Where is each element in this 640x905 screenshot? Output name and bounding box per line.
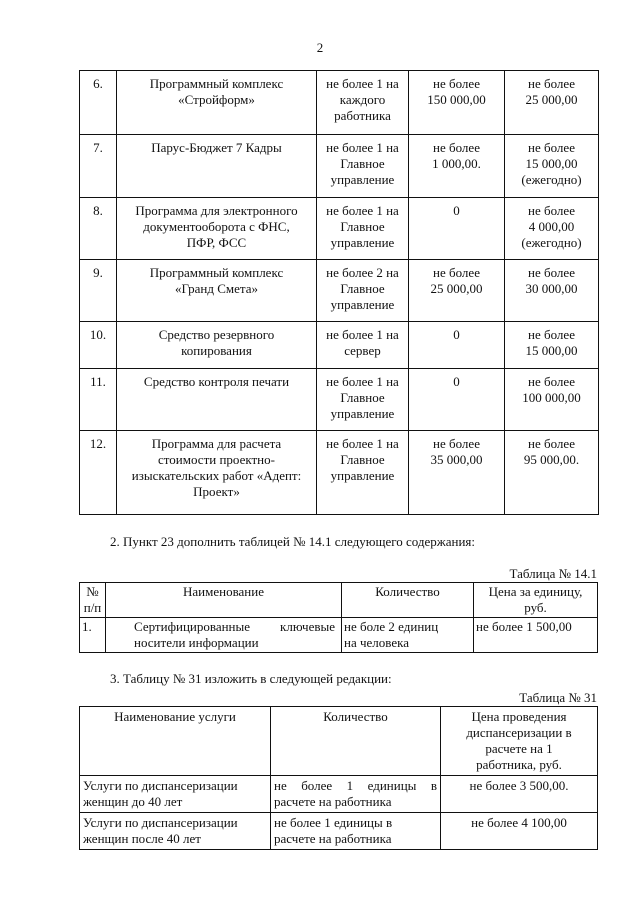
cell-line: стоимости проектно- bbox=[158, 452, 275, 467]
cell-line: копирования bbox=[181, 343, 252, 358]
cell-line: не более bbox=[433, 140, 480, 155]
row-annual-price bbox=[505, 431, 599, 515]
table-14-1-caption: Таблица № 14.1 bbox=[509, 566, 597, 581]
row-num: 10. bbox=[80, 322, 117, 369]
cell-line: 0 bbox=[453, 327, 460, 342]
cell-line: 1 000,00. bbox=[432, 156, 481, 171]
cell-line: Главное bbox=[340, 452, 385, 467]
row-num: 9. bbox=[80, 260, 117, 322]
row-price: не более 1 500,00 bbox=[474, 618, 598, 653]
cell-line: Программный комплекс bbox=[149, 76, 284, 91]
row-service bbox=[80, 776, 271, 813]
page-number: 2 bbox=[316, 40, 324, 55]
cell-line: не более bbox=[433, 76, 480, 91]
header-line: Наименование услуги bbox=[114, 709, 236, 724]
col-num-header bbox=[80, 583, 106, 618]
cell-line: работника bbox=[334, 108, 391, 123]
table-row bbox=[80, 618, 598, 653]
header-line: Количество bbox=[323, 709, 388, 724]
cell-line: не более 1 на bbox=[326, 327, 399, 342]
row-price bbox=[409, 431, 505, 515]
cell-line: сервер bbox=[344, 343, 381, 358]
cell-line: не более bbox=[433, 265, 480, 280]
cell-line: изыскательских работ «Адепт: bbox=[131, 468, 302, 483]
paragraph-3: 3. Таблицу № 31 изложить в следующей редакции: bbox=[110, 671, 392, 686]
row-qty bbox=[317, 260, 409, 322]
cell-line: 100 000,00 bbox=[522, 390, 581, 405]
cell-line: 0 bbox=[453, 374, 460, 389]
cell-line: Средство контроля печати bbox=[143, 374, 290, 389]
table-header-row bbox=[80, 707, 598, 776]
row-annual-price bbox=[505, 198, 599, 260]
row-service bbox=[80, 813, 271, 850]
row-price bbox=[409, 322, 505, 369]
cell-line: Проект» bbox=[193, 484, 240, 499]
cell-line: 95 000,00. bbox=[523, 452, 580, 467]
row-price: не более 3 500,00. bbox=[441, 776, 598, 813]
cell-line: (ежегодно) bbox=[521, 172, 582, 187]
service-line: Услуги по диспансеризации bbox=[83, 778, 238, 793]
row-qty bbox=[317, 71, 409, 135]
row-qty bbox=[317, 322, 409, 369]
header-line: руб. bbox=[524, 600, 547, 615]
service-line: Услуги по диспансеризации bbox=[83, 815, 238, 830]
qty-line: не более 1 единицы в bbox=[274, 778, 437, 793]
name-word: Сертифицированные bbox=[134, 619, 251, 634]
row-annual-price bbox=[505, 260, 599, 322]
cell-line: не более bbox=[528, 76, 575, 91]
table-row bbox=[80, 776, 598, 813]
cell-line: «Гранд Смета» bbox=[174, 281, 259, 296]
row-name bbox=[117, 260, 317, 322]
row-qty bbox=[342, 618, 474, 653]
cell-line: Главное bbox=[340, 281, 385, 296]
table-header-row bbox=[80, 583, 598, 618]
col-qty-header bbox=[342, 583, 474, 618]
row-num: 11. bbox=[80, 369, 117, 431]
cell-line: не более 1 на bbox=[326, 140, 399, 155]
cell-line: 15 000,00 bbox=[525, 156, 578, 171]
col-service-header bbox=[80, 707, 271, 776]
row-name bbox=[117, 322, 317, 369]
row-num: 12. bbox=[80, 431, 117, 515]
cell-line: управление bbox=[330, 406, 395, 421]
cell-line: ПФР, ФСС bbox=[186, 235, 247, 250]
cell-line: не более bbox=[528, 140, 575, 155]
row-qty bbox=[271, 813, 441, 850]
row-annual-price bbox=[505, 71, 599, 135]
cell-line: Программа для расчета bbox=[151, 436, 282, 451]
row-annual-price bbox=[505, 135, 599, 198]
cell-line: 30 000,00 bbox=[525, 281, 578, 296]
cell-line: 0 bbox=[453, 203, 460, 218]
cell-line: каждого bbox=[339, 92, 386, 107]
row-price: не более 4 100,00 bbox=[441, 813, 598, 850]
cell-line: Главное bbox=[340, 156, 385, 171]
row-num: 1. bbox=[80, 618, 106, 653]
cell-line: не более 2 на bbox=[326, 265, 399, 280]
cell-line: управление bbox=[330, 297, 395, 312]
header-line: диспансеризации в bbox=[466, 725, 572, 740]
row-qty bbox=[317, 369, 409, 431]
header-line: Цена проведения bbox=[471, 709, 567, 724]
service-line: женщин после 40 лет bbox=[83, 831, 201, 846]
cell-line: Главное bbox=[340, 219, 385, 234]
row-price bbox=[409, 71, 505, 135]
qty-line: на человека bbox=[344, 635, 409, 650]
table-row bbox=[80, 135, 599, 198]
table-row bbox=[80, 260, 599, 322]
cell-line: управление bbox=[330, 172, 395, 187]
qty-line: не боле 2 единиц bbox=[344, 619, 439, 634]
cell-line: не более bbox=[528, 203, 575, 218]
name-word: ключевые bbox=[280, 619, 335, 634]
cell-line: не более bbox=[528, 327, 575, 342]
cell-line: не более 1 на bbox=[326, 436, 399, 451]
row-num: 8. bbox=[80, 198, 117, 260]
row-name bbox=[117, 198, 317, 260]
cell-line: Главное bbox=[340, 390, 385, 405]
table-31 bbox=[79, 706, 598, 850]
table-row bbox=[80, 813, 598, 850]
qty-line: расчете на работника bbox=[274, 794, 392, 809]
row-qty bbox=[271, 776, 441, 813]
cell-line: «Стройформ» bbox=[178, 92, 255, 107]
paragraph-2: 2. Пункт 23 дополнить таблицей № 14.1 следующего содержания: bbox=[110, 534, 476, 549]
row-price bbox=[409, 260, 505, 322]
cell-line: не более 1 на bbox=[326, 203, 399, 218]
table-31-caption: Таблица № 31 bbox=[519, 690, 597, 705]
row-annual-price bbox=[505, 369, 599, 431]
header-line: расчете на 1 bbox=[485, 741, 553, 756]
cell-line: управление bbox=[330, 235, 395, 250]
col-price-header bbox=[474, 583, 598, 618]
qty-line: расчете на работника bbox=[274, 831, 392, 846]
header-line: Наименование bbox=[183, 584, 264, 599]
cell-line: (ежегодно) bbox=[521, 235, 582, 250]
cell-line: 4 000,00 bbox=[528, 219, 575, 234]
cell-line: не более 1 на bbox=[326, 76, 399, 91]
header-line: п/п bbox=[83, 600, 102, 615]
table-14-1 bbox=[79, 582, 598, 653]
cell-line: Парус-Бюджет 7 Кадры bbox=[151, 140, 282, 155]
service-line: женщин до 40 лет bbox=[83, 794, 183, 809]
col-name-header bbox=[106, 583, 342, 618]
cell-line: управление bbox=[330, 468, 395, 483]
cell-line: 25 000,00 bbox=[525, 92, 578, 107]
col-price-header bbox=[441, 707, 598, 776]
header-line: Количество bbox=[375, 584, 440, 599]
cell-line: Программный комплекс bbox=[149, 265, 284, 280]
cell-line: не более bbox=[528, 374, 575, 389]
cell-line: не более bbox=[528, 265, 575, 280]
cell-line: 150 000,00 bbox=[427, 92, 486, 107]
table-row bbox=[80, 71, 599, 135]
row-num: 6. bbox=[80, 71, 117, 135]
header-line: Цена за единицу, bbox=[488, 584, 583, 599]
row-name bbox=[106, 618, 342, 653]
row-name bbox=[117, 369, 317, 431]
cell-line: 15 000,00 bbox=[525, 343, 578, 358]
qty-line: не более 1 единицы в bbox=[274, 815, 393, 830]
table-row bbox=[80, 369, 599, 431]
row-name bbox=[117, 71, 317, 135]
cell-line: не более 1 на bbox=[326, 374, 399, 389]
row-price bbox=[409, 135, 505, 198]
cell-line: 35 000,00 bbox=[430, 452, 483, 467]
cell-line: не более bbox=[528, 436, 575, 451]
row-price bbox=[409, 369, 505, 431]
row-name bbox=[117, 135, 317, 198]
cell-line: Средство резервного bbox=[158, 327, 275, 342]
software-cost-table bbox=[79, 70, 599, 515]
header-line: № bbox=[86, 584, 99, 599]
name-line-1 bbox=[134, 619, 335, 635]
row-annual-price bbox=[505, 322, 599, 369]
row-qty bbox=[317, 431, 409, 515]
row-qty bbox=[317, 198, 409, 260]
cell-line: документооборота с ФНС, bbox=[143, 219, 290, 234]
name-line-2: носители информации bbox=[134, 635, 259, 650]
table-row bbox=[80, 198, 599, 260]
header-line: работника, руб. bbox=[476, 757, 562, 772]
row-qty bbox=[317, 135, 409, 198]
row-price bbox=[409, 198, 505, 260]
cell-line: не более bbox=[433, 436, 480, 451]
cell-line: Программа для электронного bbox=[135, 203, 298, 218]
table-row bbox=[80, 322, 599, 369]
table-row bbox=[80, 431, 599, 515]
row-num: 7. bbox=[80, 135, 117, 198]
row-name bbox=[117, 431, 317, 515]
cell-line: 25 000,00 bbox=[430, 281, 483, 296]
col-qty-header bbox=[271, 707, 441, 776]
